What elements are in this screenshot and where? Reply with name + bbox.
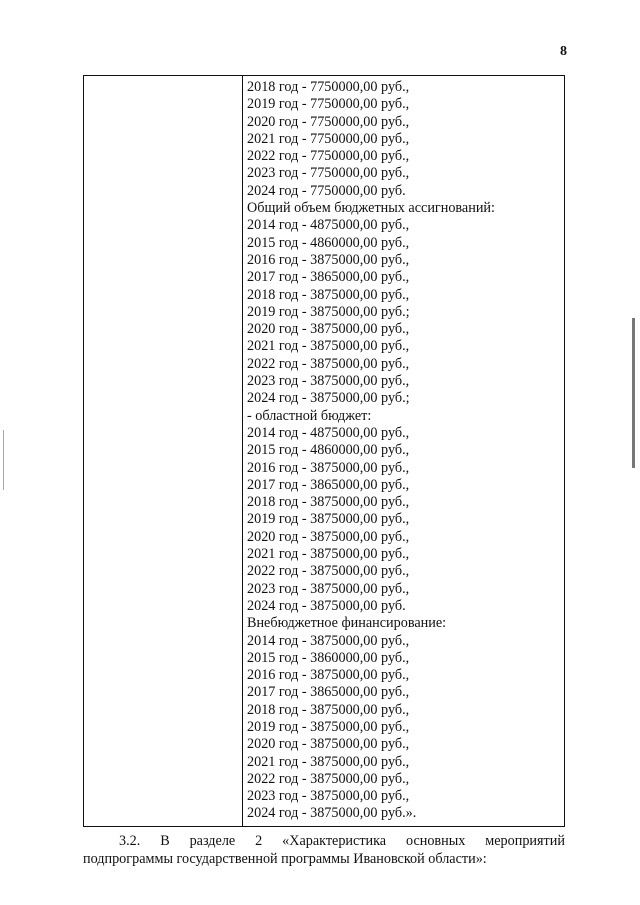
table-line: 2021 год - 3875000,00 руб.,	[247, 753, 410, 770]
table-line: 2019 год - 3875000,00 руб.,	[247, 718, 410, 735]
table-line: 2018 год - 7750000,00 руб.,	[247, 79, 410, 95]
table-line: 2021 год - 7750000,00 руб.,	[247, 130, 410, 147]
table-line: 2019 год - 3875000,00 руб.,	[247, 511, 410, 528]
table-line: 2017 год - 3865000,00 руб.,	[247, 269, 410, 286]
table-line: 2020 год - 7750000,00 руб.,	[247, 113, 410, 130]
table-line: 2016 год - 3875000,00 руб.,	[247, 667, 410, 684]
table-line: - областной бюджет:	[247, 407, 372, 424]
table-line: 2020 год - 3875000,00 руб.,	[247, 736, 410, 753]
paragraph-line-1	[83, 833, 565, 850]
funding-table	[83, 75, 565, 827]
table-line: 2023 год - 3875000,00 руб.,	[247, 373, 410, 390]
table-line: 2022 год - 7750000,00 руб.,	[247, 148, 410, 165]
table-line: 2024 год - 7750000,00 руб.	[247, 182, 406, 199]
page-number: 8	[560, 44, 567, 59]
table-line: 2024 год - 3875000,00 руб.;	[247, 390, 410, 407]
table-line: 2022 год - 3875000,00 руб.,	[247, 563, 410, 580]
paragraph-word: 2	[255, 833, 263, 849]
table-line: 2016 год - 3875000,00 руб.,	[247, 251, 410, 268]
table-line: 2018 год - 3875000,00 руб.,	[247, 701, 410, 718]
table-line: 2015 год - 4860000,00 руб.,	[247, 234, 410, 251]
table-line: 2022 год - 3875000,00 руб.,	[247, 355, 410, 372]
table-line: Внебюджетное финансирование:	[247, 615, 447, 632]
table-line: 2021 год - 3875000,00 руб.,	[247, 338, 410, 355]
table-line: 2020 год - 3875000,00 руб.,	[247, 321, 410, 338]
paragraph-line-2: подпрограммы государственной программы Ивановской области»:	[83, 851, 487, 867]
table-line: 2017 год - 3865000,00 руб.,	[247, 476, 410, 493]
scan-artifact	[3, 430, 4, 490]
table-line: 2023 год - 7750000,00 руб.,	[247, 165, 410, 182]
table-line: 2020 год - 3875000,00 руб.,	[247, 528, 410, 545]
paragraph-word: В	[160, 833, 170, 849]
table-column-divider	[242, 76, 243, 826]
table-line: 2023 год - 3875000,00 руб.,	[247, 788, 410, 805]
paragraph-word: основных	[406, 833, 466, 849]
paragraph-word: разделе	[189, 833, 236, 849]
table-line: 2014 год - 4875000,00 руб.,	[247, 424, 410, 441]
table-line: 2024 год - 3875000,00 руб.	[247, 597, 406, 614]
table-line: 2017 год - 3865000,00 руб.,	[247, 684, 410, 701]
table-line: 2014 год - 4875000,00 руб.,	[247, 217, 410, 234]
table-line: 2014 год - 3875000,00 руб.,	[247, 632, 410, 649]
table-line: 2024 год - 3875000,00 руб.».	[247, 805, 417, 822]
table-line: 2016 год - 3875000,00 руб.,	[247, 459, 410, 476]
table-line: Общий объем бюджетных ассигнований:	[247, 200, 495, 217]
scan-artifact	[632, 318, 635, 468]
table-line: 2022 год - 3875000,00 руб.,	[247, 770, 410, 787]
table-line: 2018 год - 3875000,00 руб.,	[247, 494, 410, 511]
table-line: 2021 год - 3875000,00 руб.,	[247, 546, 410, 563]
table-line: 2018 год - 3875000,00 руб.,	[247, 286, 410, 303]
paragraph-word: 3.2.	[119, 833, 141, 849]
funding-lines	[247, 79, 560, 823]
table-line: 2015 год - 3860000,00 руб.,	[247, 649, 410, 666]
table-line: 2015 год - 4860000,00 руб.,	[247, 442, 410, 459]
paragraph-word: «Характеристика	[282, 833, 387, 849]
table-line: 2019 год - 3875000,00 руб.;	[247, 303, 410, 320]
paragraph-word: мероприятий	[485, 833, 565, 849]
table-line: 2019 год - 7750000,00 руб.,	[247, 96, 410, 113]
table-line: 2023 год - 3875000,00 руб.,	[247, 580, 410, 597]
